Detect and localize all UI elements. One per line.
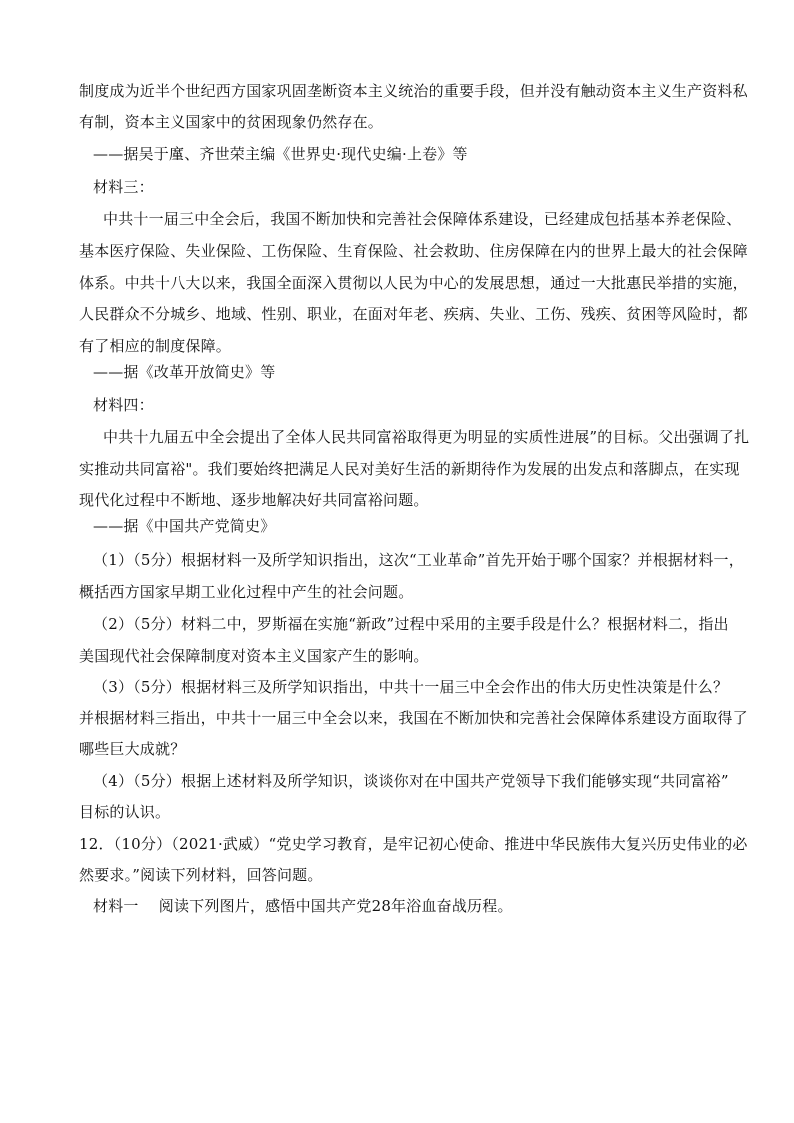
question-line: （1）（5分）根据材料一及所学知识指出，这次“工业革命”首先开始于哪个国家？并根据材料一，	[93, 551, 744, 569]
question-line: 概括西方国家早期工业化过程中产生的社会问题。	[79, 583, 414, 601]
question-line: 并根据材料三指出，中共十一届三中全会以来，我国在不断加快和完善社会保障体系建设方面取得了	[79, 709, 748, 727]
question-line: 哪些巨大成就？	[79, 740, 186, 758]
material-heading: 材料四：	[93, 396, 154, 414]
text-line: 制度成为近半个世纪西方国家巩固垄断资本主义统治的重要手段，但并没有触动资本主义生产资料私	[79, 82, 748, 100]
question-line: （3）（5分）根据材料三及所学知识指出，中共十一届三中全会作出的伟大历史性决策是什么？	[93, 678, 729, 696]
text-line: 中共十一届三中全会后，我国不断加快和完善社会保障体系建设，已经建成包括基本养老保险、	[103, 210, 742, 228]
material-heading: 材料一 阅读下列图片，感悟中国共产党28年浴血奋战历程。	[93, 897, 513, 915]
source-citation: ——据《改革开放简史》等	[93, 363, 276, 381]
text-line: 有了相应的制度保障。	[79, 337, 232, 355]
question-line: （2）（5分）材料二中，罗斯福在实施“新政”过程中采用的主要手段是什么？根据材料二，指出	[93, 615, 729, 633]
text-line: 人民群众不分城乡、地域、性别、职业，在面对年老、疾病、失业、工伤、残疾、贫困等风险时，都	[79, 305, 748, 323]
source-citation: ——据《中国共产党简史》	[93, 517, 276, 535]
source-citation: ——据吴于廑、齐世荣主编《世界史·现代史编·上卷》等	[93, 145, 468, 163]
question-line: （4）（5分）根据上述材料及所学知识，谈谈你对在中国共产党领导下我们能够实现“共同富裕”	[93, 772, 729, 790]
text-line: 有制，资本主义国家中的贫困现象仍然存在。	[79, 113, 384, 131]
text-line: 基本医疗保险、失业保险、工伤保险、生育保险、社会救助、住房保障在内的世界上最大的社会保障	[79, 242, 748, 260]
text-line: 然要求。”阅读下列材料，回答问题。	[79, 866, 323, 884]
text-line: 中共十九届五中全会提出了全体人民共同富裕取得更为明显的实质性进展”的目标。父出强调了扎	[103, 428, 750, 446]
question-number-line: 12．（10分）（2021·武威）“党史学习教育，是牢记初心使命、推进中华民族伟大复兴历史伟业的必	[79, 835, 748, 853]
text-line: 现代化过程中不断地、逐步地解决好共同富裕问题。	[79, 491, 429, 509]
material-heading: 材料三：	[93, 178, 154, 196]
text-line: 体系。中共十八大以来，我国全面深入贯彻以人民为中心的发展思想，通过一大批惠民举措的实施，	[79, 274, 748, 292]
text-line: 实推动共同富裕"。我们要始终把满足人民对美好生活的新期待作为发展的出发点和落脚点，在实现	[79, 460, 740, 478]
question-line: 美国现代社会保障制度对资本主义国家产生的影响。	[79, 647, 429, 665]
question-line: 目标的认识。	[79, 803, 171, 821]
